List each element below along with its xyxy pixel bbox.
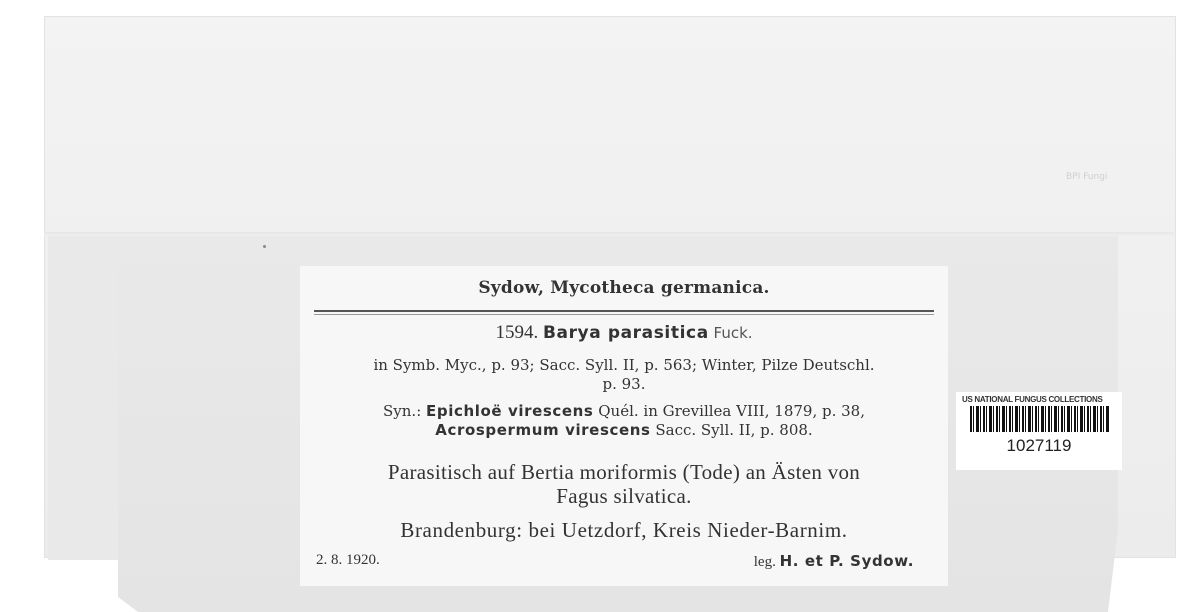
barcode-label <box>956 392 1122 470</box>
citation-line-2: p. 93. <box>602 375 646 393</box>
exsiccata-title: Sydow, Mycotheca germanica. <box>478 278 770 298</box>
species-author: Fuck. <box>713 324 753 342</box>
faint-stamp: BPI Fungi <box>1066 172 1108 182</box>
synonym-1-citation: Quél. in Grevillea VIII, 1879, p. 38, <box>598 402 865 420</box>
synonym-1-name: Epichloë virescens <box>426 402 594 420</box>
host-line-2: Fagus silvatica. <box>556 484 692 508</box>
title-rule <box>314 310 934 312</box>
herbarium-label <box>300 266 948 586</box>
synonym-line-1 <box>300 402 948 420</box>
citation-line-1: in Symb. Myc., p. 93; Sacc. Syll. II, p. 563; Winter, Pilze Deutschl. <box>373 356 875 374</box>
packet-fold-line <box>44 232 1174 236</box>
barcode-number: 1027119 <box>1006 436 1072 455</box>
title-rule-thin <box>314 314 934 315</box>
barcode-header: US NATIONAL FUNGUS COLLECTIONS <box>962 395 1103 404</box>
packet-left-fold <box>48 236 124 560</box>
synonym-2-name: Acrospermum virescens <box>435 421 651 439</box>
species-name: Barya parasitica <box>542 323 709 343</box>
exsiccata-number: 1594. <box>495 322 539 343</box>
synonym-prefix: Syn.: <box>383 402 422 420</box>
paper-speck <box>263 245 266 248</box>
synonym-line-2 <box>300 421 948 439</box>
locality: Brandenburg: bei Uetzdorf, Kreis Nieder-Barnim. <box>400 518 848 542</box>
synonym-2-citation: Sacc. Syll. II, p. 808. <box>655 421 813 439</box>
collector-line <box>754 552 914 571</box>
species-line <box>300 322 948 344</box>
collection-date: 2. 8. 1920. <box>316 552 380 568</box>
collector-prefix: leg. <box>753 554 776 570</box>
collector-names: H. et P. Sydow. <box>779 552 914 570</box>
barcode-bars <box>970 406 1110 432</box>
host-line-1: Parasitisch auf Bertia moriformis (Tode) an Ästen von <box>387 460 861 484</box>
